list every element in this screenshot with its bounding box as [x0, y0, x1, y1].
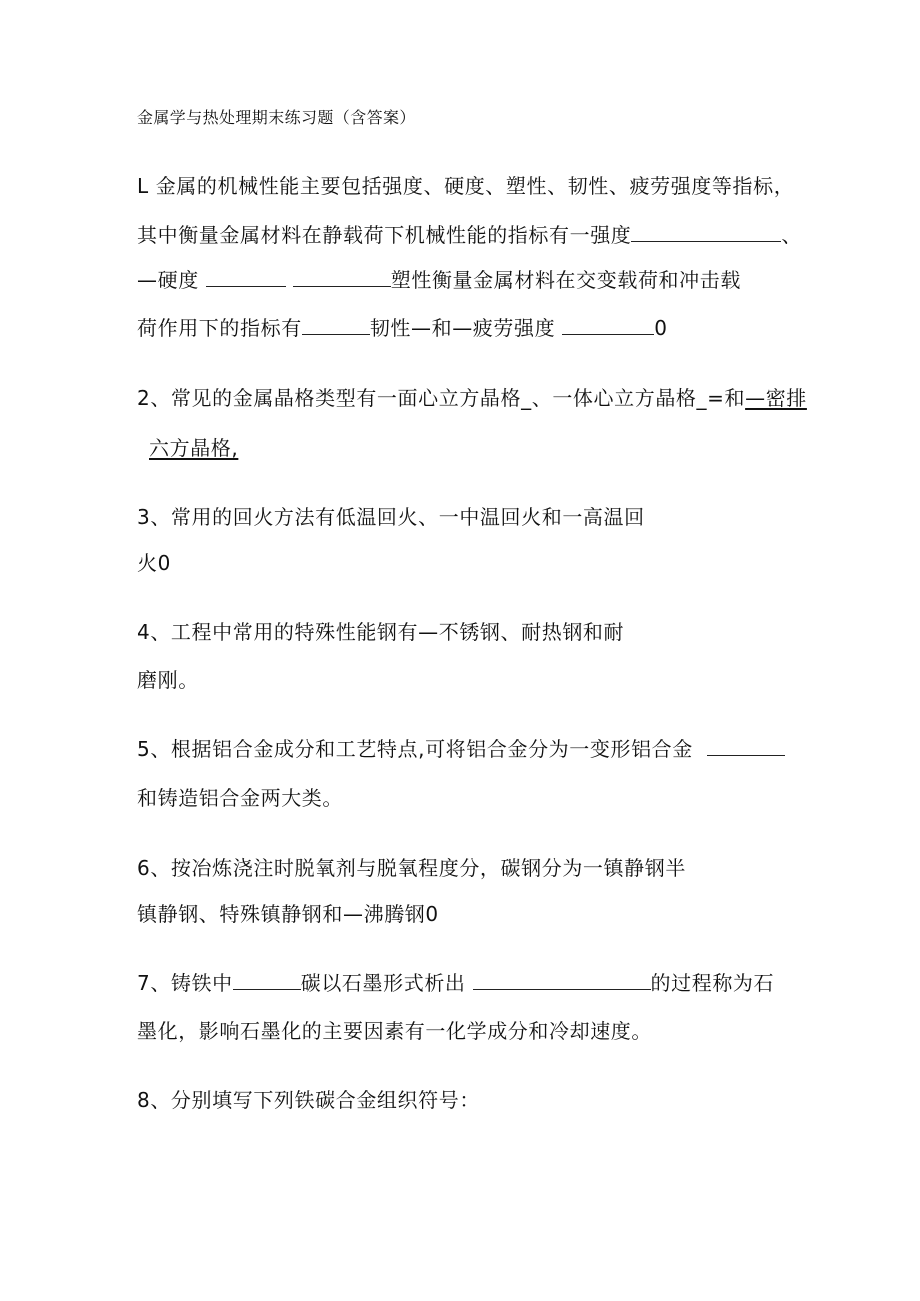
q4-line-2: 磨刚。 [137, 668, 199, 692]
q6-line-2: 镇静钢、特殊镇静钢和—沸腾钢0 [137, 902, 439, 926]
q1-line-4-mid: 韧性—和—疲劳强度 [369, 316, 556, 340]
q2-line-1-text: 2、常见的金属晶格类型有一面心立方晶格_、一体心立方晶格_=和 [137, 386, 746, 410]
q5-line-1-text: 5、根据铝合金成分和工艺特点,可将铝合金分为一变形铝合金 [137, 737, 693, 761]
q4-line-1: 4、工程中常用的特殊性能钢有—不锈钢、耐热钢和耐 [137, 620, 625, 644]
fill-blank [631, 223, 781, 242]
q2-line-1 [137, 386, 807, 410]
q1-line-2-tail: 、 [781, 223, 803, 247]
q1-line-2-text: 其中衡量金属材料在静载荷下机械性能的指标有一强度 [137, 223, 632, 247]
fill-blank [562, 316, 654, 335]
q8-line-1: 8、分别填写下列铁碳合金组织符号： [137, 1088, 480, 1112]
q7-line-2: 墨化，影响石墨化的主要因素有一化学成分和冷却速度。 [137, 1019, 652, 1043]
q1-line-3-tail: 塑性衡量金属材料在交变载荷和冲击载 [390, 268, 741, 292]
q1-line-4-tail: 0 [654, 316, 668, 340]
q7-line-1 [137, 971, 774, 995]
q2-line-1-underlined: —密排 [745, 386, 807, 410]
q7-line-1-text: 7、铸铁中 [137, 971, 233, 995]
q3-line-1: 3、常用的回火方法有低温回火、一中温回火和一高温回 [137, 505, 645, 529]
fill-blank [206, 268, 286, 287]
q1-line-3 [137, 268, 741, 292]
q5-line-1 [137, 737, 785, 761]
q7-line-1-tail: 的过程称为石 [650, 971, 775, 995]
fill-blank [233, 971, 301, 990]
q1-line-3-text: —硬度 [137, 268, 199, 292]
q2-line-2: 六方晶格, [149, 436, 239, 460]
q7-line-1-mid: 碳以石墨形式析出 [300, 971, 466, 995]
q3-line-2: 火0 [137, 551, 171, 575]
document-title: 金属学与热处理期末练习题（含答案） [137, 108, 416, 127]
fill-blank [473, 971, 651, 990]
q1-line-4-text: 荷作用下的指标有 [137, 316, 302, 340]
fill-blank [707, 737, 785, 756]
q1-line-4 [137, 316, 668, 340]
q1-line-1: L 金属的机械性能主要包括强度、硬度、塑性、韧性、疲劳强度等指标， [137, 174, 795, 198]
q5-line-2: 和铸造铝合金两大类。 [137, 786, 343, 810]
q1-line-2 [137, 223, 802, 247]
q6-line-1: 6、按冶炼浇注时脱氧剂与脱氧程度分，碳钢分为一镇静钢半 [137, 856, 686, 880]
fill-blank [302, 316, 370, 335]
fill-blank [293, 268, 391, 287]
